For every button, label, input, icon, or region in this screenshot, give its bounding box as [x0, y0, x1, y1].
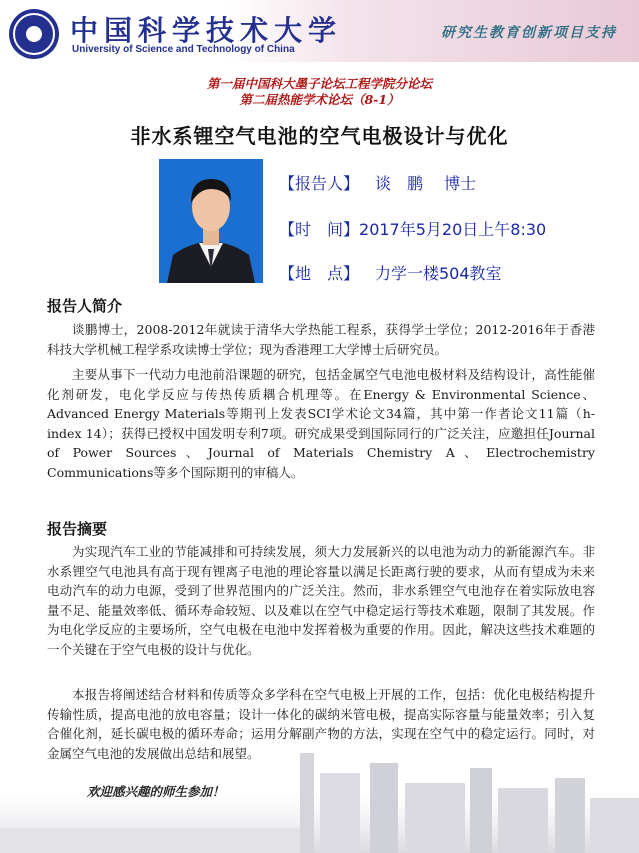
seal-core — [26, 26, 42, 42]
report-title: 非水系锂空气电池的空气电极设计与优化 — [130, 124, 509, 148]
speaker-photo — [159, 159, 263, 283]
university-logo-cn: 中国科学技术大学 — [70, 14, 343, 47]
speaker-label: 【报告人】 — [279, 174, 360, 193]
abstract-heading: 报告摘要 — [47, 520, 108, 538]
forum-line-2: 第二届热能学术论坛（8-1） — [239, 92, 400, 107]
speaker-portrait-icon — [159, 159, 263, 283]
speaker-row — [279, 171, 476, 194]
bio-paragraph-2: 主要从事下一代动力电池前沿课题的研究，包括金属空气电池电极材料及结构设计，高性能催化剂研发，电化学反应与传热传质耦合机理等。在Energy & Environmental Science、Advanced Energy Materials等期刊上发表SCI学术论文34篇，其中第一作者论文11篇（h-index 14）；获得已授权中国发明专利7项。研究成果受到国际同行的广泛关注，应邀担任Journal of Power Sources、Journal of Materials Chemistry A、Electrochemistry Communications等多个国际期刊的审稿人。 — [47, 367, 595, 480]
place-label: 【地 点】 — [279, 264, 360, 283]
doc-type-label: 研究生教育创新项目支持 — [441, 25, 617, 41]
speaker-value: 谈 鹏 博士 — [375, 174, 477, 193]
bio-heading: 报告人简介 — [47, 297, 123, 315]
time-row — [279, 217, 546, 240]
bio-paragraph-1: 谈鹏博士，2008-2012年就读于清华大学热能工程系，获得学士学位；2012-2016年于香港科技大学机械工程学系攻读博士学位；现为香港理工大学博士后研究员。 — [47, 322, 595, 357]
abstract-paragraph-2: 本报告将阐述结合材料和传质等众多学科在空气电极上开展的工作，包括：优化电极结构提升传输性质，提高电池的放电容量；设计一体化的碳纳米管电极，提高实际容量与能量效率；引入复合催化剂，延长碳电极的循环寿命；运用分解副产物的方法，实现在空气中的稳定运行。同时，对金属空气电池的发展做出总结和展望。 — [47, 687, 595, 761]
time-label: 【时 间】 — [279, 220, 360, 239]
abstract-paragraph-1: 为实现汽车工业的节能减排和可持续发展，须大力发展新兴的以电池为动力的新能源汽车。非水系锂空气电池具有高于现有锂离子电池的理论容量以满足长距离行驶的要求，从而有望成为未来电动汽车的动力电源，受到了世界范围内的广泛关注。然而，非水系锂空气电池存在着实际放电容量不足、能量效率低、循环寿命较短、以及难以在空气中稳定运行等技术难题，限制了其发展。作为电化学反应的主要场所，空气电极在电池中发挥着极为重要的作用。因此，解决这些技术难题的一个关键在于空气电极的设计与优化。 — [47, 544, 595, 657]
forum-line-1: 第一届中国科大墨子论坛工程学院分论坛 — [206, 76, 432, 91]
university-logo-en: University of Science and Technology of China — [72, 44, 295, 55]
university-seal-icon — [9, 9, 59, 59]
place-row — [279, 261, 502, 284]
time-value: 2017年5月20日上午8:30 — [359, 220, 547, 239]
welcome-message: 欢迎感兴趣的师生参加！ — [87, 784, 225, 799]
place-value: 力学一楼504教室 — [375, 264, 502, 283]
seal-ring — [13, 13, 55, 55]
